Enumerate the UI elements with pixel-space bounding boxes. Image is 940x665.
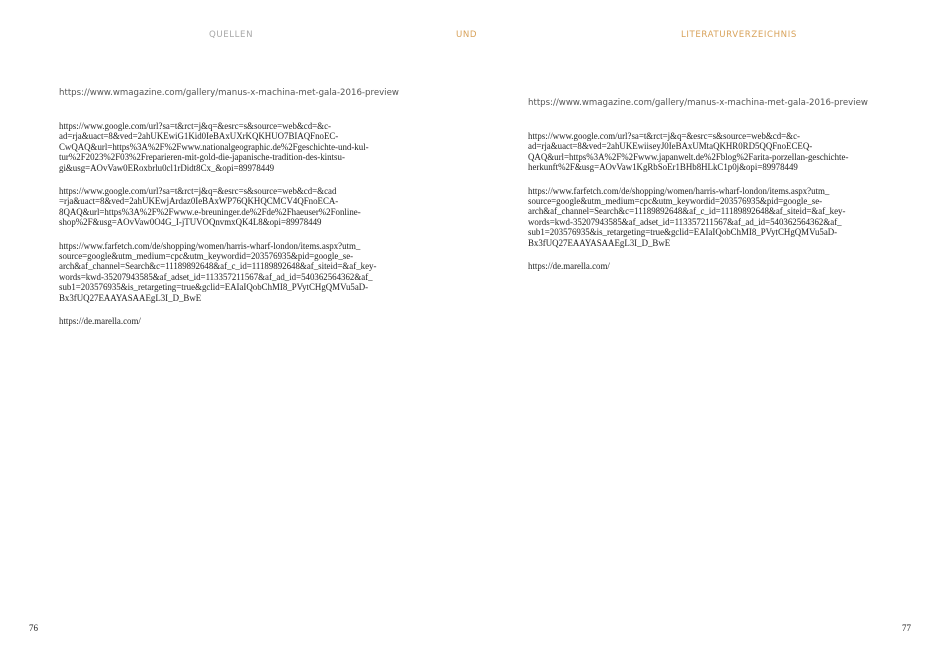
page-number-left: 76 [29, 623, 38, 633]
reference-line: Bx3fUQ27EAAYASAAEgL3I_D_BwE [528, 237, 671, 248]
reference-line: https://www.farfetch.com/de/shopping/women/harris-wharf-london/items.aspx?utm_ [528, 185, 830, 196]
reference-line: ad=rja&uact=8&ved=2ahUKEwiG1Kid0IeBAxUXrKQKHUO7BIAQFnoEC- [59, 131, 339, 142]
reference-line: https://de.marella.com/ [528, 261, 610, 272]
reference-entry [59, 241, 394, 303]
reference-line: ad=rja&uact=8&ved=2ahUKEwiiseyJ0IeBAxUMtaQKHR0RD5QQFnoECEQ- [528, 141, 813, 152]
reference-line: =rja&uact=8&ved=2ahUKEwjArdaz0IeBAxWP76QKHQCMCV4QFnoECA- [59, 196, 339, 207]
reference-entry [59, 316, 394, 326]
reference-list [59, 121, 394, 327]
reference-entry [528, 131, 863, 173]
reference-line: gi&usg=AOvVaw0ERoxbrlu0cl1rDidt8Cx_&opi=89978449 [59, 162, 275, 173]
reference-line: arch&af_channel=Search&c=11189892648&af_c_id=11189892648&af_siteid=&af_key- [528, 206, 846, 217]
reference-line: QAQ&url=https%3A%2F%2Fwww.japanwelt.de%2Fblog%2Farita-porzellan-geschichte- [528, 151, 849, 162]
right-page-references [528, 97, 868, 284]
reference-line: https://de.marella.com/ [59, 316, 141, 327]
reference-line: tur%2F2023%2F03%2Freparieren-mit-gold-die-japanische-tradition-des-kintsu- [59, 152, 345, 163]
reference-line: https://www.google.com/url?sa=t&rct=j&q=&esrc=s&source=web&cd=&cad [59, 186, 337, 197]
reference-line: CwQAQ&url=https%3A%2F%2Fwww.nationalgeographic.de%2Fgeschichte-und-kul- [59, 141, 369, 152]
reference-line: shop%2F&usg=AOvVaw0O4G_I-jTUVOQnvmxQK4L8&opi=89978449 [59, 217, 322, 228]
reference-line: https://www.farfetch.com/de/shopping/women/harris-wharf-london/items.aspx?utm_ [59, 240, 361, 251]
header-literaturverzeichnis: LITERATURVERZEICHNIS [681, 30, 797, 40]
reference-line: Bx3fUQ27EAAYASAAEgL3I_D_BwE [59, 292, 202, 303]
reference-url: https://www.wmagazine.com/gallery/manus-x-machina-met-gala-2016-preview [59, 88, 399, 98]
header-und: UND [456, 30, 478, 40]
reference-line: words=kwd-35207943585&af_adset_id=113357211567&af_ad_id=540362564362&af_ [59, 271, 373, 282]
reference-list [528, 131, 863, 271]
header-quellen: QUELLEN [209, 30, 254, 40]
reference-entry [528, 186, 863, 248]
page-number-right: 77 [902, 623, 911, 633]
reference-line: source=google&utm_medium=cpc&utm_keywordid=203576935&pid=google_se- [528, 196, 823, 207]
reference-line: words=kwd-35207943585&af_adset_id=113357211567&af_ad_id=540362564362&af_ [528, 216, 842, 227]
reference-line: https://www.google.com/url?sa=t&rct=j&q=&esrc=s&source=web&cd=&c- [528, 131, 800, 141]
reference-line: https://www.google.com/url?sa=t&rct=j&q=&esrc=s&source=web&cd=&c- [59, 121, 331, 131]
left-page-references [59, 87, 399, 340]
reference-url: https://www.wmagazine.com/gallery/manus-x-machina-met-gala-2016-preview [528, 98, 868, 108]
reference-entry [59, 121, 394, 173]
reference-line: 8QAQ&url=https%3A%2F%2Fwww.e-breuninger.de%2Fde%2Fhaeuser%2Fonline- [59, 206, 361, 217]
reference-line: sub1=203576935&is_retargeting=true&gclid=EAIaIQobChMI8_PVytCHgQMVu5aD- [59, 282, 369, 293]
reference-entry [59, 186, 394, 228]
reference-entry [528, 261, 863, 271]
reference-line: sub1=203576935&is_retargeting=true&gclid=EAIaIQobChMI8_PVytCHgQMVu5aD- [528, 227, 838, 238]
reference-line: source=google&utm_medium=cpc&utm_keywordid=203576935&pid=google_se- [59, 251, 354, 262]
reference-line: herkunft%2F&usg=AOvVaw1KgRbSoEr1BHb8HLkC1p0j&opi=89978449 [528, 162, 798, 173]
reference-line: arch&af_channel=Search&c=11189892648&af_c_id=11189892648&af_siteid=&af_key- [59, 261, 377, 272]
